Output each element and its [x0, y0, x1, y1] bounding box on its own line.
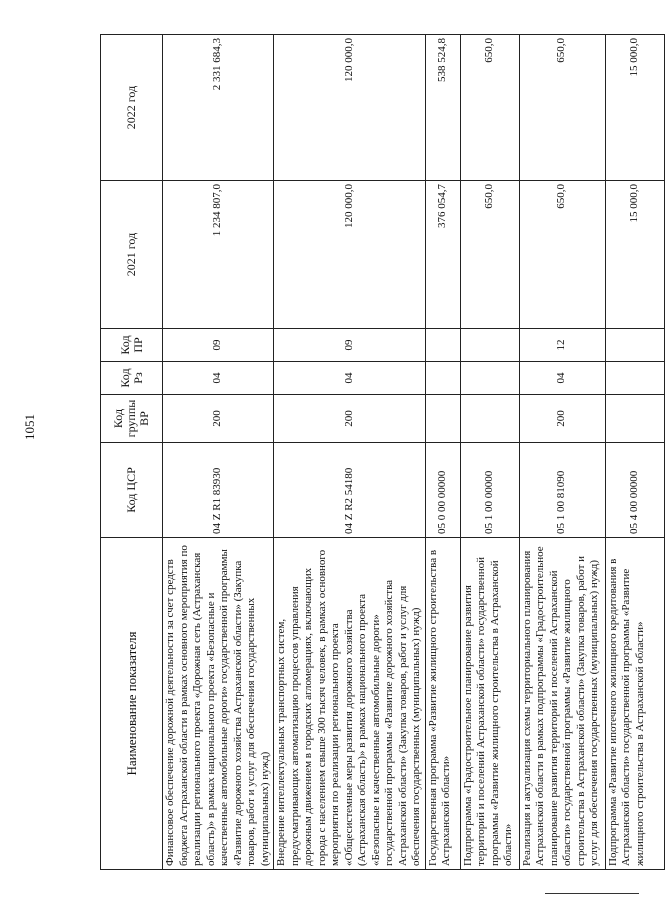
row-2022: 2 331 684,3 — [163, 35, 274, 181]
row-name: Финансовое обеспечение дорожной деятельности за счет средств бюджета Астраханской области в рамках основного мероприятия по реализации регионального проекта «Дорожная сеть (Астраханская область)» в рамках национального проекта «Безопасные и качественные автомобильные дороги» государственной программы «Развитие дорожного хозяйства Астраханской области» (Закупка товаров, работ и услуг для обеспечения государственных (муниципальных) нужд) — [163, 538, 274, 870]
header-2021: 2021 год — [101, 181, 163, 329]
header-csr: Код ЦСР — [101, 443, 163, 538]
row-2021: 120 000,0 — [274, 181, 426, 329]
table-header-row — [101, 35, 163, 870]
row-csr: 04 Z R2 54180 — [274, 443, 426, 538]
row-2021: 15 000,0 — [605, 181, 664, 329]
table-row — [519, 35, 605, 870]
row-name: Подпрограмма «Развитие ипотечного жилищного кредитования в Астраханской области» государственной программы «Развитие жилищного строительства в Астраханской области» — [605, 538, 664, 870]
row-2022: 15 000,0 — [605, 35, 664, 181]
rotated-page-content — [100, 35, 660, 870]
budget-table — [100, 34, 665, 870]
header-pr: Код ПР — [101, 329, 163, 362]
row-2021: 650,0 — [460, 181, 519, 329]
row-csr: 05 1 00 81090 — [519, 443, 605, 538]
row-vr: 200 — [519, 395, 605, 443]
row-2022: 650,0 — [460, 35, 519, 181]
row-rz: 04 — [274, 362, 426, 395]
row-2022: 538 524,8 — [425, 35, 460, 181]
row-vr: 200 — [163, 395, 274, 443]
row-pr — [460, 329, 519, 362]
row-rz — [460, 362, 519, 395]
footer-rule — [545, 893, 639, 894]
row-vr — [605, 395, 664, 443]
row-name: Реализация и актуализация схемы территориального планирования Астраханской области в рамках подпрограммы «Градостроительное планирование развития территорий и поселений Астраханской области» государственной программы «Развитие жилищного строительства в Астраханской области» (Закупка товаров, работ и услуг для обеспечения государственных (муниципальных) нужд) — [519, 538, 605, 870]
row-rz: 04 — [163, 362, 274, 395]
row-pr: 12 — [519, 329, 605, 362]
row-csr: 05 4 00 00000 — [605, 443, 664, 538]
row-pr: 09 — [163, 329, 274, 362]
row-2021: 1 234 807,0 — [163, 181, 274, 329]
row-2021: 650,0 — [519, 181, 605, 329]
header-name: Наименование показателя — [101, 538, 163, 870]
row-2022: 650,0 — [519, 35, 605, 181]
row-pr — [605, 329, 664, 362]
table-row — [425, 35, 460, 870]
row-csr: 05 0 00 00000 — [425, 443, 460, 538]
row-2022: 120 000,0 — [274, 35, 426, 181]
row-name: Подпрограмма «Градостроительное планирование развития территорий и поселений Астраханской области» государственной программы «Развитие жилищного строительства в Астраханской области» — [460, 538, 519, 870]
row-vr — [425, 395, 460, 443]
header-2022: 2022 год — [101, 35, 163, 181]
table-row — [274, 35, 426, 870]
table-row — [460, 35, 519, 870]
table-row — [163, 35, 274, 870]
row-csr: 04 Z R1 83930 — [163, 443, 274, 538]
table-row — [605, 35, 664, 870]
row-csr: 05 1 00 00000 — [460, 443, 519, 538]
header-rz: Код Рз — [101, 362, 163, 395]
row-pr: 09 — [274, 329, 426, 362]
row-rz — [425, 362, 460, 395]
row-vr: 200 — [274, 395, 426, 443]
row-rz: 04 — [519, 362, 605, 395]
header-vr: Код группы ВР — [101, 395, 163, 443]
row-vr — [460, 395, 519, 443]
row-pr — [425, 329, 460, 362]
row-name: Государственная программа «Развитие жилищного строительства в Астраханской области» — [425, 538, 460, 870]
row-rz — [605, 362, 664, 395]
row-2021: 376 054,7 — [425, 181, 460, 329]
page-number: 1051 — [22, 414, 37, 440]
row-name: Внедрение интеллектуальных транспортных систем, предусматривающих автоматизацию процессов управления дорожным движением в городских агломерациях, включающих города с населением свыше 300 тысяч человек, в рамках основного мероприятия по реализации регионального проекта «Общесистемные меры развития дорожного хозяйства (Астраханская область)» в рамках национального проекта «Безопасные и качественные автомобильные дороги» государственной программы «Развитие дорожного хозяйства Астраханской области» (Закупка товаров, работ и услуг для обеспечения государственных (муниципальных) нужд) — [274, 538, 426, 870]
